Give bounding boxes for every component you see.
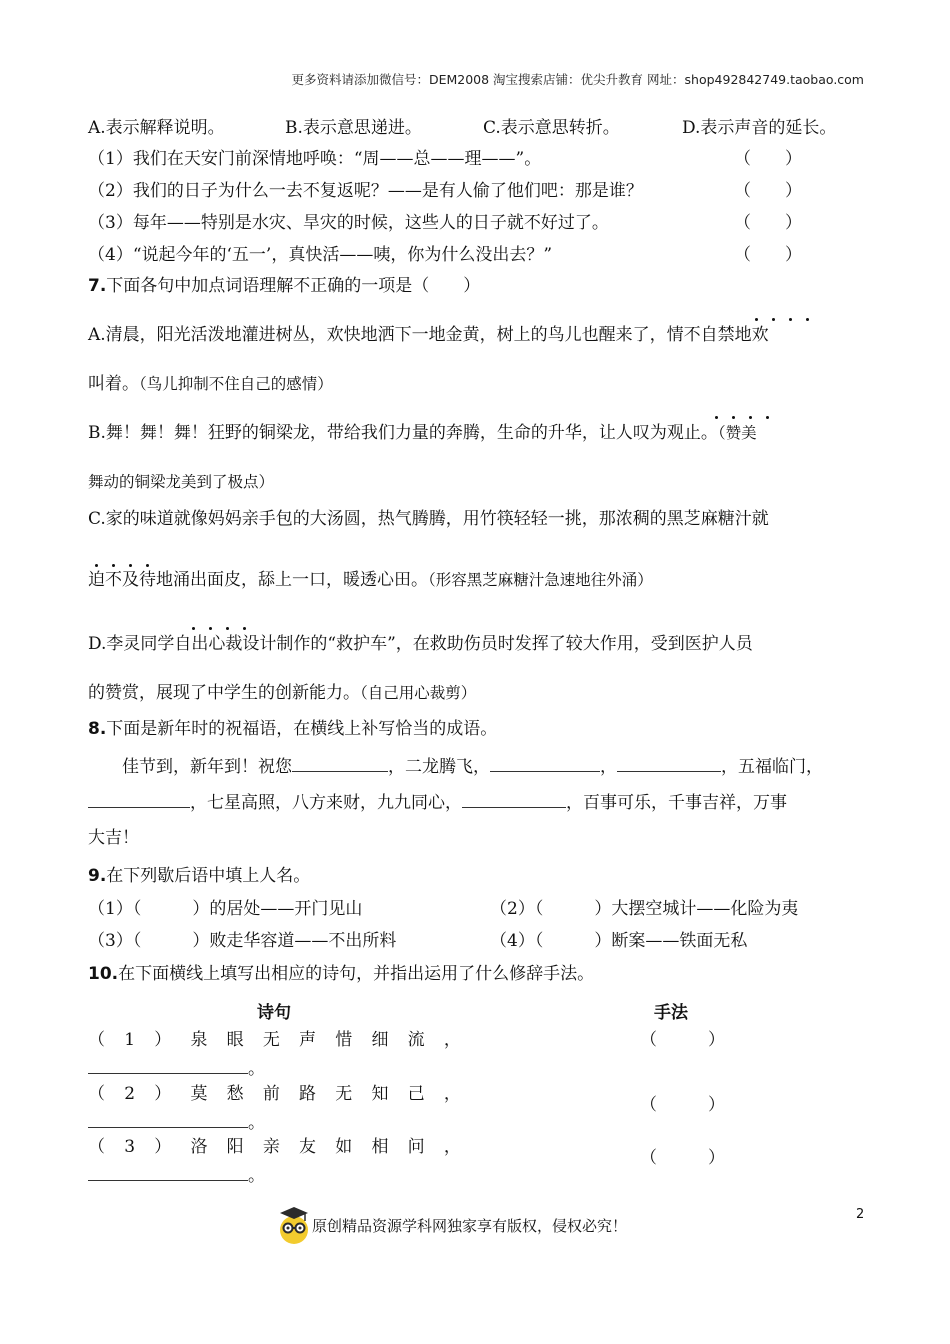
q9-item-label: （4）: [490, 931, 535, 951]
q10-row-end: 。: [248, 1166, 265, 1186]
q8-blank-2[interactable]: [490, 754, 600, 772]
q10-token: （: [88, 1137, 105, 1157]
q10-token: ）: [154, 1137, 172, 1157]
q7-b-text: B.舞！舞！舞！狂野的铜梁龙，带给我们力量的奔腾，生命的升华，让人叹为观止。: [88, 423, 718, 443]
q9-item-text[interactable]: （ ）断案——铁面无私: [534, 931, 748, 951]
q10-token: 问: [407, 1137, 425, 1157]
q10-token: （: [88, 1084, 105, 1104]
q10-token: ）: [154, 1084, 172, 1104]
q9-item-2: [490, 897, 798, 921]
q10-token: 细: [371, 1030, 389, 1050]
q10-token: 惜: [335, 1030, 353, 1050]
q8-text: ，五福临门，: [721, 757, 823, 777]
q7-a-note: （鸟儿抑制不住自己的感情）: [139, 375, 333, 393]
q10-number: 10.: [88, 964, 119, 984]
q7-c-text: 迫不及待地涌出面皮，舔上一口，暖透心田。: [88, 570, 428, 590]
q10-row-3-answer: [88, 1163, 265, 1188]
emphasis-dot: [732, 416, 735, 419]
emphasis-dot: [146, 564, 149, 567]
q8-number: 8.: [88, 719, 107, 739]
q10-token: 路: [299, 1084, 317, 1104]
q8-text: 佳节到，新年到！祝您: [122, 757, 292, 777]
q8-blank-5[interactable]: [462, 790, 566, 808]
footer-copyright: 原创精品资源学科网独家享有版权，侵权必究！: [312, 1217, 628, 1235]
q9-item-text[interactable]: （ ）大摆空城计——化险为夷: [534, 899, 799, 919]
emphasis-dot: [226, 627, 229, 630]
q10-token: 无: [262, 1030, 280, 1050]
q10-token: 2: [124, 1084, 136, 1104]
q8-stem: 下面是新年时的祝福语，在横线上补写恰当的成语。: [106, 719, 498, 739]
q10-row-1: [88, 1028, 461, 1052]
q10-col-method: 手法: [654, 1003, 688, 1023]
q10-token: ，: [443, 1137, 461, 1157]
q7-c-note: （形容黑芝麻糖汁急速地往外涌）: [428, 571, 653, 589]
q10-row-end: 。: [248, 1059, 265, 1079]
q8-text: ，: [600, 757, 617, 777]
q6-answer-4[interactable]: （ ）: [734, 245, 802, 265]
q10-stem-line: [88, 962, 594, 986]
q10-row-2-answer: [88, 1110, 265, 1135]
q10-method-3[interactable]: （ ）: [640, 1148, 725, 1168]
q10-blank-1[interactable]: [88, 1056, 248, 1074]
emphasis-dot: [129, 564, 132, 567]
q6-option-d: D.表示声音的延长。: [682, 118, 837, 138]
emphasis-dot: [112, 564, 115, 567]
q7-number: 7.: [88, 276, 107, 296]
q9-item-label: （2）: [490, 899, 535, 919]
emphasis-dot: [192, 627, 195, 630]
q8-blank-1[interactable]: [292, 754, 388, 772]
page-number: 2: [856, 1207, 865, 1222]
emphasis-dot: [806, 318, 809, 321]
q10-blank-2[interactable]: [88, 1110, 248, 1128]
q8-text: ，二龙腾飞，: [388, 757, 490, 777]
q7-a-line2: [88, 372, 333, 396]
scholar-logo-icon: [278, 1205, 310, 1245]
q10-stem: 在下面横线上填写出相应的诗句，并指出运用了什么修辞手法。: [118, 964, 595, 984]
q10-token: 眼: [226, 1030, 244, 1050]
q10-token: ，: [443, 1030, 461, 1050]
q6-option-b: B.表示意思递进。: [285, 118, 422, 138]
q6-answer-3[interactable]: （ ）: [734, 213, 802, 233]
q7-b-note: （赞美: [717, 424, 757, 442]
q8-line1: [122, 754, 823, 779]
q9-item-label: （1）: [88, 899, 133, 919]
q7-d-text: 的赞赏，展现了中学生的创新能力。: [88, 683, 360, 703]
q10-token: 无: [335, 1084, 353, 1104]
q8-line3: 大吉！: [88, 828, 139, 848]
q6-answer-1[interactable]: （ ）: [734, 149, 802, 169]
q10-token: 莫: [190, 1084, 208, 1104]
q8-text: ，七星高照，八方来财，九九同心，: [190, 793, 462, 813]
q6-option-a: A.表示解释说明。: [88, 118, 225, 138]
emphasis-dot: [789, 318, 792, 321]
emphasis-dot: [772, 318, 775, 321]
q10-row-1-answer: [88, 1056, 265, 1081]
q7-a-text: 叫着。: [88, 374, 139, 394]
q9-item-label: （3）: [88, 931, 133, 951]
q10-token: 己: [407, 1084, 425, 1104]
q10-method-2[interactable]: （ ）: [640, 1095, 725, 1115]
q10-token: 友: [299, 1137, 317, 1157]
q10-token: ）: [154, 1030, 172, 1050]
q6-item-2: （2）我们的日子为什么一去不复返呢？——是有人偷了他们吧：那是谁？: [88, 181, 643, 201]
q10-token: 如: [335, 1137, 353, 1157]
q10-row-3: [88, 1135, 461, 1159]
q9-stem-line: [88, 864, 310, 888]
q10-token: 亲: [262, 1137, 280, 1157]
q10-token: 3: [124, 1137, 136, 1157]
q7-d-note: （自己用心裁剪）: [360, 684, 477, 702]
q6-option-c: C.表示意思转折。: [483, 118, 620, 138]
q10-token: （: [88, 1030, 105, 1050]
emphasis-dot: [755, 318, 758, 321]
q10-blank-3[interactable]: [88, 1163, 248, 1181]
q10-token: 前: [262, 1084, 280, 1104]
emphasis-dot: [715, 416, 718, 419]
q10-token: 泉: [190, 1030, 208, 1050]
q8-text: ，百事可乐，千事吉祥，万事: [566, 793, 787, 813]
q10-method-1[interactable]: （ ）: [640, 1030, 725, 1050]
q7-b-line2: 舞动的铜梁龙美到了极点）: [88, 473, 275, 491]
q7-d-line2: [88, 681, 476, 705]
q9-item-4: [490, 929, 747, 953]
q10-token: 知: [371, 1084, 389, 1104]
q8-line2: [88, 790, 787, 815]
q7-c-line2: [88, 568, 653, 592]
q10-token: 相: [371, 1137, 389, 1157]
q10-row-2: [88, 1082, 461, 1106]
q10-col-poem: 诗句: [257, 1003, 291, 1023]
q9-item-text[interactable]: （ ）败走华容道——不出所料: [132, 931, 397, 951]
q7-a-line1: A.清晨，阳光活泼地灌进树丛，欢快地洒下一地金黄，树上的鸟儿也醒来了，情不自禁地欢: [88, 325, 769, 345]
q9-item-text[interactable]: （ ）的居处——开门见山: [132, 899, 363, 919]
q8-blank-3[interactable]: [617, 754, 721, 772]
q10-token: 阳: [226, 1137, 244, 1157]
q9-item-3: [88, 929, 396, 953]
q7-stem: 下面各句中加点词语理解不正确的一项是（ ）: [106, 276, 481, 296]
q10-token: 声: [299, 1030, 317, 1050]
emphasis-dot: [209, 627, 212, 630]
q7-b-line1: [88, 421, 757, 445]
q9-stem: 在下列歇后语中填上人名。: [106, 866, 311, 886]
q8-stem-line: [88, 717, 497, 741]
q6-item-4: （4）“说起今年的‘五一’，真快活——咦，你为什么没出去？”: [88, 245, 553, 265]
q9-item-1: [88, 897, 362, 921]
q9-number: 9.: [88, 866, 107, 886]
emphasis-dot: [766, 416, 769, 419]
q6-item-3: （3）每年——特别是水灾、旱灾的时候，这些人的日子就不好过了。: [88, 213, 609, 233]
emphasis-dot: [749, 416, 752, 419]
q6-answer-2[interactable]: （ ）: [734, 181, 802, 201]
emphasis-dot: [243, 627, 246, 630]
q7-c-line1: C.家的味道就像妈妈亲手包的大汤圆，热气腾腾，用竹筷轻轻一挑，那浓稠的黑芝麻糖汁就: [88, 509, 769, 529]
q10-token: 1: [124, 1030, 136, 1050]
emphasis-dot: [95, 564, 98, 567]
q10-token: 流: [407, 1030, 425, 1050]
q7-stem-line: [88, 274, 480, 298]
q10-token: 洛: [190, 1137, 208, 1157]
q10-token: 愁: [226, 1084, 244, 1104]
q7-d-line1: D.李灵同学自出心裁设计制作的“救护车”，在救助伤员时发挥了较大作用，受到医护人员: [88, 634, 753, 654]
page-header: 更多资料请添加微信号：DEM2008 淘宝搜索店铺：优尖升教育 网址：shop492842749.taobao.com: [291, 72, 864, 87]
q10-row-end: 。: [248, 1113, 265, 1133]
q10-token: ，: [443, 1084, 461, 1104]
q8-blank-4[interactable]: [88, 790, 190, 808]
q6-item-1: （1）我们在天安门前深情地呼唤：“周——总——理——”。: [88, 149, 542, 169]
